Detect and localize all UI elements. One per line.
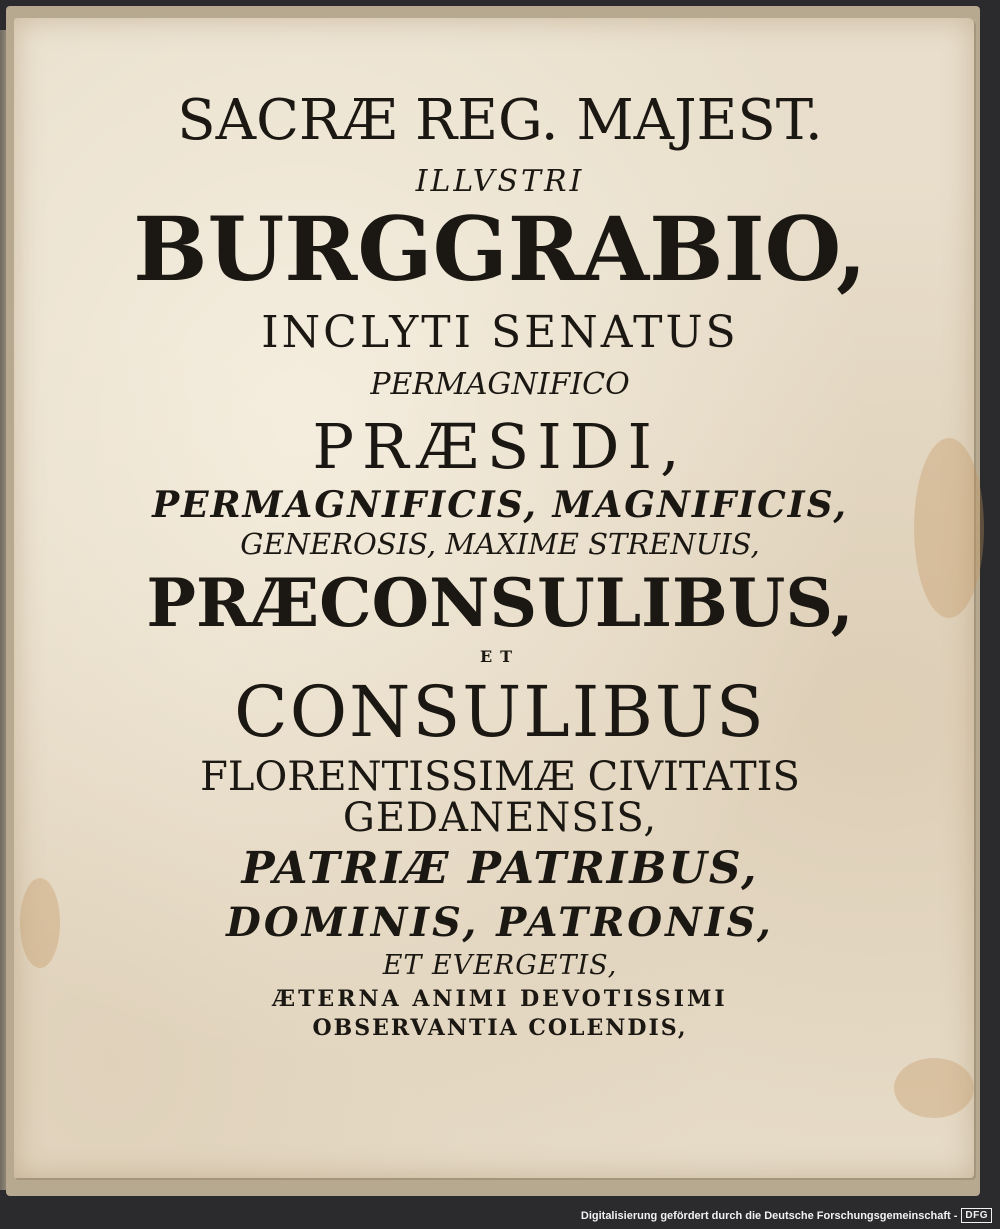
dedication-line-18: OBSERVANTIA COLENDIS, — [312, 1015, 688, 1041]
dedication-line-14: PATRIÆ PATRIBUS, — [241, 843, 759, 894]
dedication-line-11: CONSULIBUS — [234, 671, 766, 753]
dedication-line-10: ET — [479, 647, 521, 666]
dedication-line-8: GENEROSIS, MAXIME STRENUIS, — [240, 527, 760, 561]
dedication-line-4: INCLYTI SENATUS — [261, 307, 739, 358]
funding-notice: Digitalisierung gefördert durch die Deutsche Forschungsgemeinschaft - — [580, 1209, 958, 1222]
digitization-footer — [581, 1208, 992, 1223]
dedication-line-6: PRÆSIDI, — [312, 410, 688, 483]
dedication-line-13: GEDANENSIS, — [342, 795, 658, 841]
dedication-line-12: FLORENTISSIMÆ CIVITATIS — [200, 754, 800, 800]
dedication-line-5: PERMAGNIFICO — [370, 367, 630, 402]
dedication-line-9: PRÆCONSULIBUS, — [146, 564, 854, 642]
dedication-line-3: BURGGRABIO, — [133, 197, 867, 301]
dedication-line-17: ÆTERNA ANIMI DEVOTISSIMI — [272, 986, 728, 1012]
paper-stain — [894, 1058, 974, 1118]
dedication-line-2: ILLVSTRI — [415, 164, 585, 199]
dedication-line-7: PERMAGNIFICIS, MAGNIFICIS, — [152, 484, 848, 526]
dfg-logo-icon: DFG — [961, 1208, 992, 1223]
dedication-line-15: DOMINIS, PATRONIS, — [226, 899, 774, 946]
dedication-line-1: SACRÆ REG. MAJEST. — [177, 88, 823, 153]
dedication-line-16: ET EVERGETIS, — [382, 950, 618, 981]
